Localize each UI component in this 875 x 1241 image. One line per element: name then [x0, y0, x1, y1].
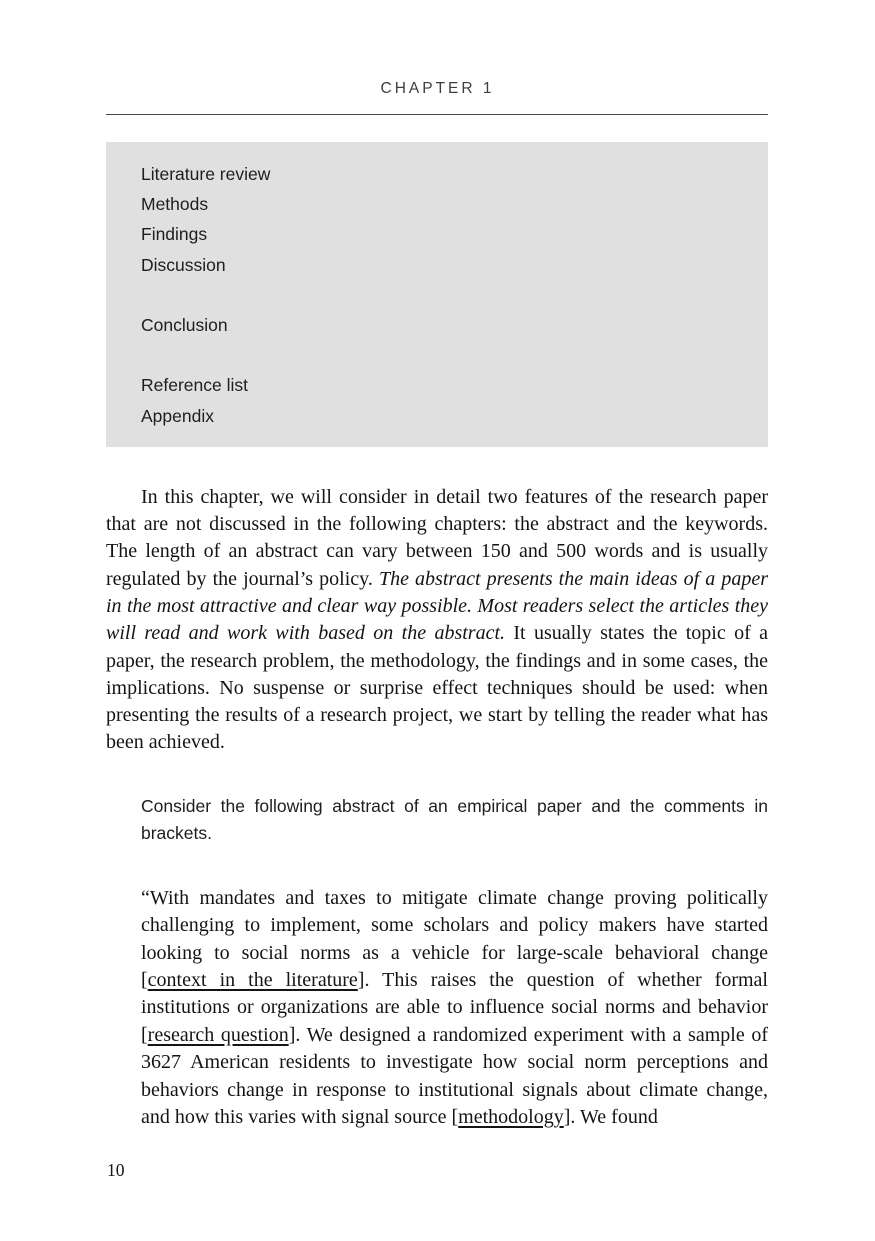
instruction-paragraph: Consider the following abstract of an empirical paper and the comments in brackets.	[141, 795, 768, 844]
abstract-annotation-research-question: research question	[147, 1023, 289, 1046]
outline-item-findings: Findings	[141, 224, 208, 245]
outline-blank-line	[141, 280, 733, 310]
intro-text-italic: The abstract presents the main ideas of a paper in the most attractive and clear way possible. Most readers select the articles they will read and work with based on the abstract.	[106, 567, 768, 645]
abstract-text-1: “With mandates and taxes to mitigate climate change proving politically challenging to implement, some scholars and policy makers have started looking to social norms as a vehicle for large-scale behavioral change [	[141, 886, 768, 991]
abstract-text-4: ]. We found	[563, 1106, 658, 1129]
outline-item-methods: Methods	[141, 194, 209, 215]
outline-blank-line	[141, 340, 733, 370]
page-number: 10	[107, 1160, 125, 1180]
outline-item-discussion: Discussion	[141, 254, 226, 275]
chapter-header: CHAPTER 1	[380, 80, 495, 97]
abstract-annotation-methodology: methodology	[458, 1106, 564, 1129]
abstract-text-3: ]. We designed a randomized experiment with a sample of 3627 American residents to investigate how social norm perceptions and behaviors change in response to institutional signals about climate change, and how this varies with signal source [	[141, 1023, 768, 1129]
header-rule	[106, 114, 768, 115]
intro-paragraph	[106, 484, 768, 757]
abstract-annotation-context: context in the literature	[147, 968, 358, 991]
outline-item-literature-review: Literature review	[141, 164, 271, 184]
abstract-quote-paragraph	[141, 885, 768, 1132]
chapter-outline-box	[106, 142, 768, 447]
outline-item-reference-list: Reference list	[141, 375, 248, 396]
outline-item-conclusion: Conclusion	[141, 315, 228, 335]
intro-text-start: In this chapter, we will consider in detail two features of the research paper that are not discussed in the following chapters: the abstract and the keywords. The length of an abstract can vary between 150 and 500 words and is usually regulated by the journal’s policy.	[106, 485, 768, 590]
intro-text-end: It usually states the topic of a paper, the research problem, the methodology, the findings and in some cases, the implications. No suspense or surprise effect techniques should be used: when presenting the results of a research project, we start by telling the reader what has been achieved.	[106, 622, 769, 754]
abstract-text-2: ]. This raises the question of whether formal institutions or organizations are able to influence social norms and behavior [	[141, 968, 768, 1046]
outline-item-appendix: Appendix	[141, 405, 214, 426]
